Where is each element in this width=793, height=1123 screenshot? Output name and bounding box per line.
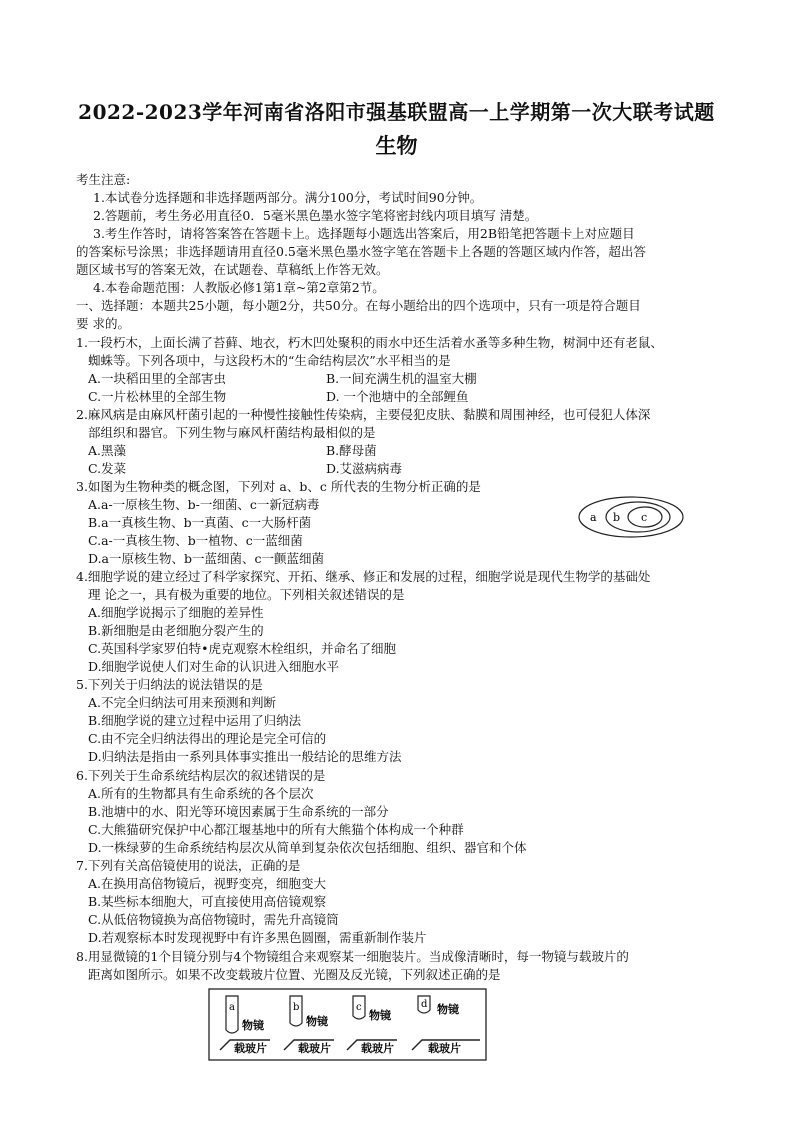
option: C.a-一真核生物、b一植物、c一蓝细菌 [88, 533, 303, 548]
objective-label: b [293, 1002, 300, 1013]
option: A.黑藻 [88, 443, 127, 458]
question-stem: 3.如图为生物种类的概念图，下列对 a、b、c 所代表的生物分析正确的是 [76, 479, 481, 494]
notice-item: 1.本试卷分选择题和非选择题两部分。满分100分，考试时间90分钟。 [93, 190, 483, 205]
question-stem: 理 论之一，具有极为重要的地位。下列相关叙述错误的是 [88, 587, 405, 602]
slide-label: 载玻片 [298, 1042, 331, 1055]
option: D.一株绿萝的生命系统结构层次从简单到复杂依次包括细胞、组织、器官和个体 [88, 840, 527, 855]
option: D.艾滋病病毒 [326, 461, 403, 476]
question-stem: 1.一段朽木，上面长满了苔藓、地衣，朽木凹处聚积的雨水中还生活着水蚤等多种生物，树洞中还有老鼠、 [76, 335, 663, 350]
slide-label: 载玻片 [428, 1042, 461, 1055]
question-stem: 8.用显微镜的1个目镜分别与4个物镜组合来观察某一细胞装片。当成像清晰时，每一物镜与载玻片的 [76, 949, 629, 964]
lens-label: 物镜 [242, 1019, 264, 1032]
lens-label: 物镜 [306, 1015, 328, 1028]
option: D.若观察标本时发现视野中有许多黑色圆圈，需重新制作装片 [88, 930, 427, 945]
option: C.英国科学家罗伯特•虎克观察木栓组织，并命名了细胞 [88, 641, 396, 656]
option: B.一间充满生机的温室大棚 [326, 371, 477, 386]
question-stem: 距离如图所示。如果不改变载玻片位置、光圈及反光镜，下列叙述正确的是 [88, 967, 501, 982]
question-stem: 4.细胞学说的建立经过了科学家探究、开拓、继承、修正和发展的过程，细胞学说是现代生物学的基础处 [76, 569, 651, 584]
objective-b [284, 996, 334, 1055]
question-stem: 部组织和器官。下列生物与麻风杆菌结构最相似的是 [88, 425, 376, 440]
label-c: c [641, 511, 648, 524]
concept-diagram [576, 494, 686, 540]
question-stem: 5.下列关于归纳法的说法错误的是 [76, 677, 263, 692]
option: A.一块稻田里的全部害虫 [88, 371, 227, 386]
option: B.某些标本细胞大，可直接使用高倍镜观察 [88, 894, 327, 909]
exam-title: 2022-2023学年河南省洛阳市强基联盟高一上学期第一次大联考试题 [78, 100, 715, 124]
option: C.大熊猫研究保护中心都江堰基地中的所有大熊猫个体构成一个种群 [88, 822, 464, 837]
option: B.a一真核生物、b一真菌、c一大肠杆菌 [88, 515, 312, 530]
notice-item: 题区域书写的答案无效，在试题卷、草稿纸上作答无效。 [76, 262, 389, 277]
notice-item: 2.答题前，考生务必用直径0．5毫米黑色墨水签字笔将密封线内项目填写 清楚。 [93, 208, 538, 223]
option: B.新细胞是由老细胞分裂产生的 [88, 623, 264, 638]
notice-item: 4.本卷命题范围：人教版必修1第1章~第2章第2节。 [93, 280, 385, 295]
label-a: a [590, 511, 597, 524]
label-b: b [613, 511, 621, 524]
option: C.从低倍物镜换为高倍物镜时，需先升高镜筒 [88, 912, 339, 927]
option: D.归纳法是指由一系列具体事实推出一般结论的思维方法 [88, 749, 402, 764]
question-stem: 蜘蛛等。下列各项中，与这段朽木的“生命结构层次”水平相当的是 [88, 353, 451, 368]
option: A.不完全归纳法可用来预测和判断 [88, 695, 277, 710]
lens-label: 物镜 [437, 1003, 459, 1016]
notice-item: 3.考生作答时，请将答案答在答题卡上。选择题每小题选出答案后，用2B铅笔把答题卡上对应题目 [93, 226, 635, 241]
objective-label: d [421, 999, 428, 1010]
option: B.池塘中的水、阳光等环境因素属于生命系统的一部分 [88, 804, 389, 819]
option: C.由不完全归纳法得出的理论是完全可信的 [88, 731, 327, 746]
objective-d [412, 996, 480, 1055]
option: D.a一原核生物、b一蓝细菌、c一颤蓝细菌 [88, 551, 325, 566]
question-stem: 6.下列关于生命系统结构层次的叙述错误的是 [76, 768, 326, 783]
slide-label: 载玻片 [234, 1042, 267, 1055]
option: A.所有的生物都具有生命系统的各个层次 [88, 786, 314, 801]
objective-a [220, 996, 270, 1055]
option: A.细胞学说揭示了细胞的差异性 [88, 605, 264, 620]
notice-heading: 考生注意: [76, 172, 131, 187]
lens-label: 物镜 [369, 1009, 391, 1022]
option: C.发菜 [88, 461, 127, 476]
microscope-objectives-figure [208, 988, 488, 1062]
subject-title: 生物 [375, 133, 418, 158]
question-stem: 7.下列有关高倍镜使用的说法，正确的是 [76, 858, 301, 873]
option: A.a-一原核生物、b-一细菌、c一新冠病毒 [88, 497, 320, 512]
option: B.细胞学说的建立过程中运用了归纳法 [88, 713, 302, 728]
option: C.一片松林里的全部生物 [88, 389, 227, 404]
option: A.在换用高倍物镜后，视野变亮，细胞变大 [88, 876, 327, 891]
objective-label: a [229, 1002, 235, 1013]
question-stem: 2.麻风病是由麻风杆菌引起的一种慢性接触性传染病，主要侵犯皮肤、黏膜和周围神经，也可侵犯人体深 [76, 407, 651, 422]
objective-c [347, 996, 397, 1055]
objective-label: c [356, 1002, 362, 1013]
section-heading: 要 求的。 [76, 316, 130, 331]
section-heading: 一、选择题：本题共25小题，每小题2分，共50分。在每小题给出的四个选项中，只有一项是符合题目 [76, 298, 641, 313]
option: D. 一个池塘中的全部鲤鱼 [326, 389, 469, 404]
option: D.细胞学说使人们对生命的认识进入细胞水平 [88, 659, 340, 674]
notice-item: 的答案标号涂黑；非选择题请用直径0.5毫米黑色墨水签字笔在答题卡上各题的答题区域内作答，超出答 [76, 244, 646, 259]
slide-label: 载玻片 [361, 1042, 394, 1055]
option: B.酵母菌 [326, 443, 377, 458]
